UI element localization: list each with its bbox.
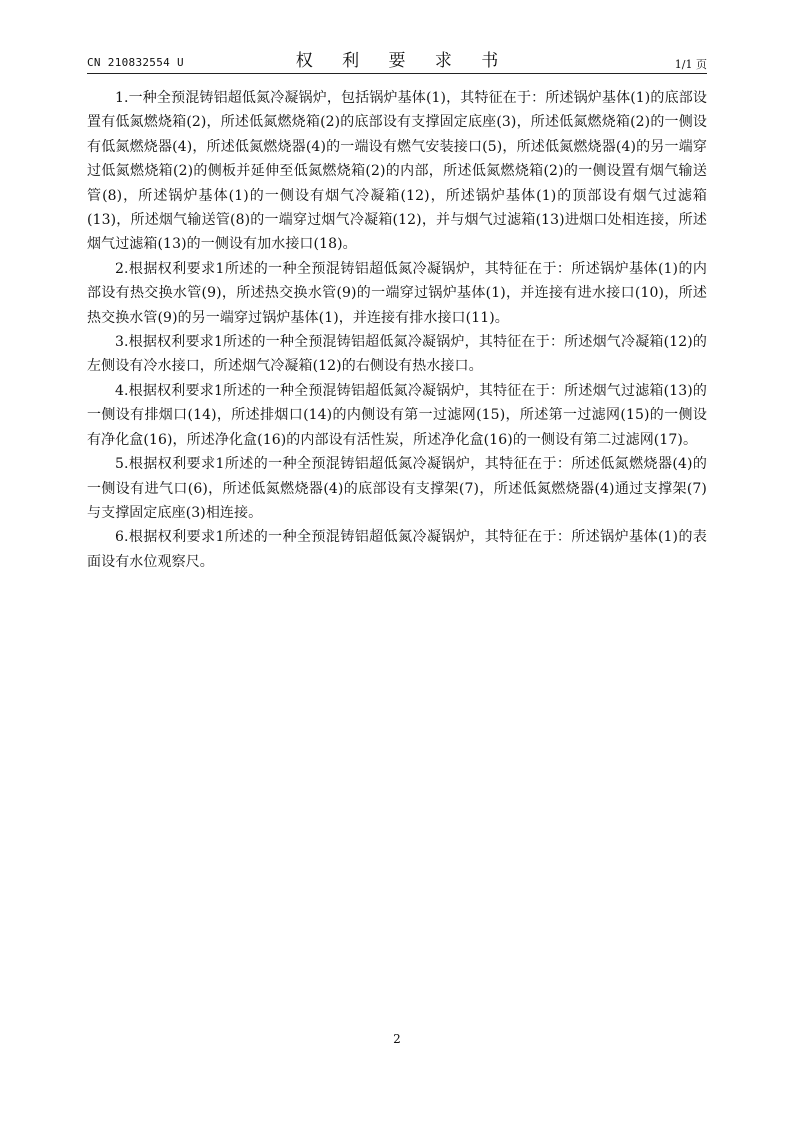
- page-number: 2: [393, 1032, 401, 1046]
- page-header: [87, 44, 707, 74]
- claim-2: 2.根据权利要求1所述的一种全预混铸铝超低氮冷凝锅炉，其特征在于：所述锅炉基体(1)的内部设有热交换水管(9)，所述热交换水管(9)的一端穿过锅炉基体(1)，并连接有进水接口(10)，所述热交换水管(9)的另一端穿过锅炉基体(1)，并连接有排水接口(11)。: [87, 260, 707, 326]
- claim-5: 5.根据权利要求1所述的一种全预混铸铝超低氮冷凝锅炉，其特征在于：所述低氮燃烧器(4)的一侧设有进气口(6)，所述低氮燃烧器(4)的底部设有支撑架(7)，所述低氮燃烧器(4)通过支撑架(7)与支撑固定底座(3)相连接。: [87, 456, 707, 521]
- page-count: 1/1 页: [674, 58, 707, 71]
- document-title: 权 利 要 求 书: [295, 51, 511, 71]
- claim-4: 4.根据权利要求1所述的一种全预混铸铝超低氮冷凝锅炉，其特征在于：所述烟气过滤箱(13)的一侧设有排烟口(14)，所述排烟口(14)的内侧设有第一过滤网(15)，所述第一过滤网(15)的一侧设有净化盒(16)，所述净化盒(16)的内部设有活性炭，所述净化盒(16)的一侧设有第二过滤网(17)。: [87, 382, 707, 448]
- claim-6: 6.根据权利要求1所述的一种全预混铸铝超低氮冷凝锅炉，其特征在于：所述锅炉基体(1)的表面设有水位观察尺。: [87, 529, 707, 570]
- claim-3: 3.根据权利要求1所述的一种全预混铸铝超低氮冷凝锅炉，其特征在于：所述烟气冷凝箱(12)的左侧设有冷水接口，所述烟气冷凝箱(12)的右侧设有热水接口。: [87, 334, 707, 375]
- publication-number: CN 210832554 U: [87, 56, 184, 69]
- header-divider: [87, 73, 707, 74]
- claim-1: 1.一种全预混铸铝超低氮冷凝锅炉，包括锅炉基体(1)，其特征在于：所述锅炉基体(1)的底部设置有低氮燃烧箱(2)，所述低氮燃烧箱(2)的底部设有支撑固定底座(3)，所述低氮燃烧箱(2)的一侧设有低氮燃烧器(4)，所述低氮燃烧器(4)的一端设有燃气安装接口(5)，所述低氮燃烧器(4)的另一端穿过低氮燃烧箱(2)的侧板并延伸至低氮燃烧箱(2)的内部，所述低氮燃烧箱(2)的一侧设置有烟气输送管(8)，所述锅炉基体(1)的一侧设有烟气冷凝箱(12)，所述锅炉基体(1)的顶部设有烟气过滤箱(13)，所述烟气输送管(8)的一端穿过烟气冷凝箱(12)，并与烟气过滤箱(13)进烟口处相连接，所述烟气过滤箱(13)的一侧设有加水接口(18)。: [87, 90, 707, 253]
- claims-body: [87, 86, 707, 574]
